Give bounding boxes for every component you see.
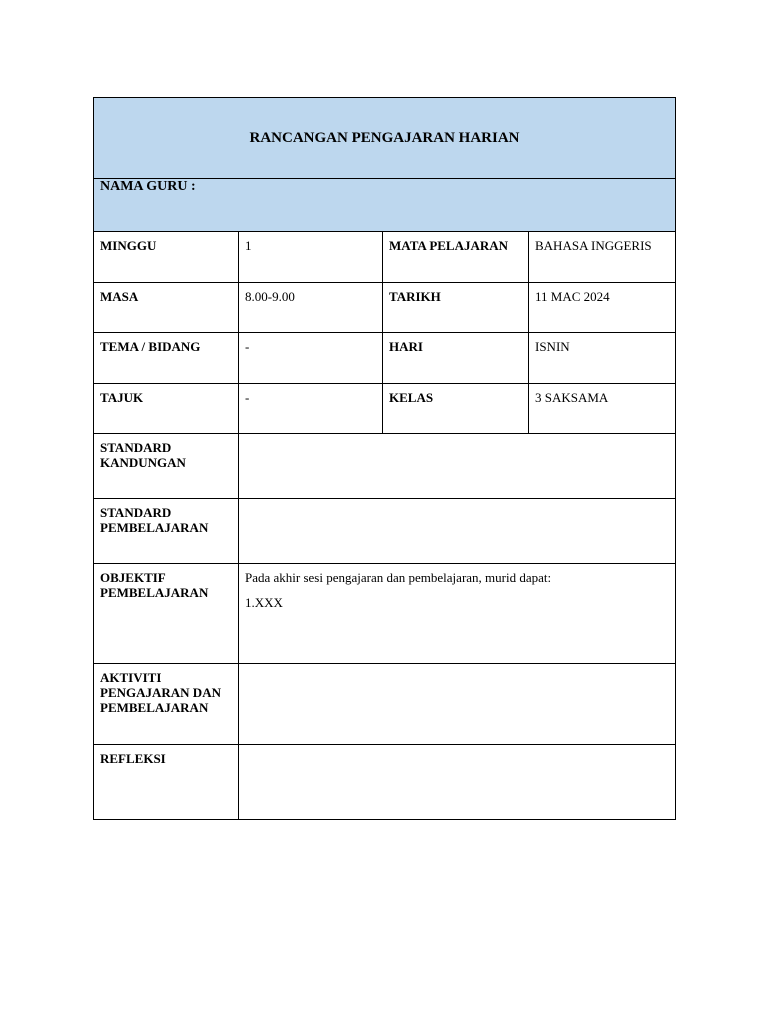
page-title: RANCANGAN PENGAJARAN HARIAN: [94, 98, 676, 179]
objektif-row: [94, 564, 676, 664]
masa-label: MASA: [94, 283, 239, 333]
hari-label: HARI: [383, 333, 529, 384]
standard-kandungan-value: [239, 434, 676, 499]
standard-kandungan-label: STANDARD KANDUNGAN: [94, 434, 239, 499]
kelas-label: KELAS: [383, 384, 529, 434]
objektif-item: 1.XXX: [245, 595, 283, 610]
nama-guru-label: NAMA GURU :: [94, 179, 676, 232]
tajuk-label: TAJUK: [94, 384, 239, 434]
refleksi-value: [239, 745, 676, 820]
tarikh-label: TARIKH: [383, 283, 529, 333]
lesson-plan-table: [93, 97, 676, 820]
title-row: [94, 98, 676, 179]
mata-pelajaran-label: MATA PELAJARAN: [383, 232, 529, 283]
tema-row: [94, 333, 676, 384]
tarikh-value: 11 MAC 2024: [529, 283, 676, 333]
minggu-value: 1: [239, 232, 383, 283]
objektif-content: [239, 564, 676, 664]
aktiviti-label: AKTIVITI PENGAJARAN DAN PEMBELAJARAN: [94, 664, 239, 745]
standard-pembelajaran-value: [239, 499, 676, 564]
masa-row: [94, 283, 676, 333]
standard-kandungan-row: [94, 434, 676, 499]
tema-label: TEMA / BIDANG: [94, 333, 239, 384]
nama-guru-row: [94, 179, 676, 232]
tajuk-row: [94, 384, 676, 434]
mata-pelajaran-value: BAHASA INGGERIS: [529, 232, 676, 283]
objektif-intro: Pada akhir sesi pengajaran dan pembelajaran, murid dapat:: [245, 570, 552, 585]
minggu-label: MINGGU: [94, 232, 239, 283]
masa-value: 8.00-9.00: [239, 283, 383, 333]
minggu-row: [94, 232, 676, 283]
tajuk-value: -: [239, 384, 383, 434]
tema-value: -: [239, 333, 383, 384]
aktiviti-value: [239, 664, 676, 745]
objektif-label: OBJEKTIF PEMBELAJARAN: [94, 564, 239, 664]
aktiviti-row: [94, 664, 676, 745]
hari-value: ISNIN: [529, 333, 676, 384]
kelas-value: 3 SAKSAMA: [529, 384, 676, 434]
refleksi-label: REFLEKSI: [94, 745, 239, 820]
refleksi-row: [94, 745, 676, 820]
standard-pembelajaran-row: [94, 499, 676, 564]
standard-pembelajaran-label: STANDARD PEMBELAJARAN: [94, 499, 239, 564]
